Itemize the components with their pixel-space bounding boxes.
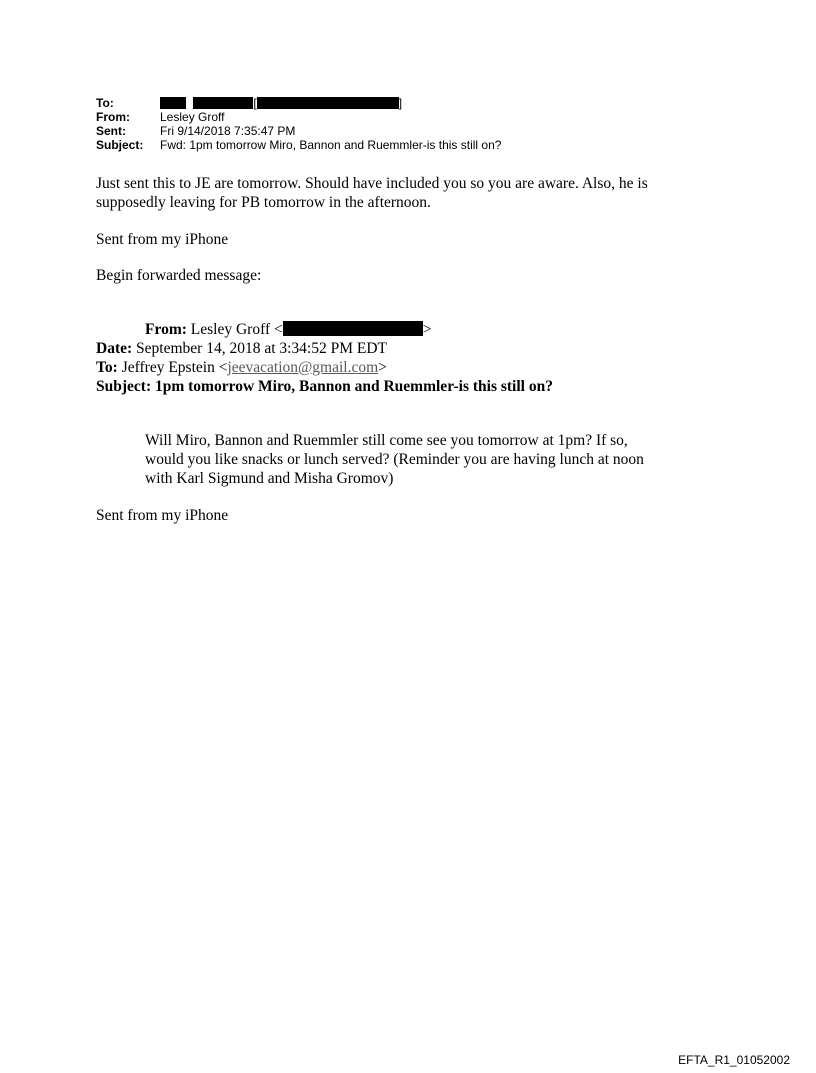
redaction-box	[257, 97, 399, 109]
fwd-to-name: Jeffrey Epstein <	[121, 359, 228, 376]
signature-1: Sent from my iPhone	[96, 231, 229, 248]
header-subject-row	[96, 138, 501, 152]
quoted-line-2: would you like snacks or lunch served? (Reminder you are having lunch at noon	[145, 451, 644, 468]
signature-2: Sent from my iPhone	[96, 507, 229, 524]
redaction-box	[283, 321, 423, 336]
quoted-message	[145, 431, 644, 488]
fwd-date-value: September 14, 2018 at 3:34:52 PM EDT	[136, 340, 388, 357]
fwd-subject-row	[96, 377, 553, 396]
quoted-line-3: with Karl Sigmund and Misha Gromov)	[145, 470, 394, 487]
email-link[interactable]: jeevacation@gmail.com	[227, 359, 379, 376]
fwd-to-row	[96, 358, 553, 377]
email-header	[96, 96, 501, 152]
body-line-1: Just sent this to JE are tomorrow. Should have included you so you are aware. Also, he is	[96, 175, 648, 192]
fwd-from-close: >	[422, 321, 432, 338]
header-sent-row	[96, 124, 501, 138]
fwd-from-row	[96, 320, 553, 339]
fwd-from-label: From:	[145, 321, 187, 338]
redaction-box	[193, 97, 253, 109]
from-value: Lesley Groff	[160, 110, 225, 124]
fwd-to-close: >	[378, 359, 387, 376]
fwd-date-row	[96, 339, 553, 358]
to-open-bracket: [	[253, 96, 257, 110]
body-line-2: supposedly leaving for PB tomorrow in the afternoon.	[96, 194, 431, 211]
header-from-row	[96, 110, 501, 124]
quoted-line-1: Will Miro, Bannon and Ruemmler still come see you tomorrow at 1pm? If so,	[145, 432, 628, 449]
subject-label: Subject:	[96, 138, 144, 152]
to-close-bracket: ]	[398, 96, 403, 110]
sent-label: Sent:	[96, 124, 126, 138]
document-id: EFTA_R1_01052002	[678, 1053, 790, 1067]
sent-value: Fri 9/14/2018 7:35:47 PM	[160, 124, 296, 138]
subject-value: Fwd: 1pm tomorrow Miro, Bannon and Ruemmler-is this still on?	[160, 138, 502, 152]
forwarded-header	[96, 320, 553, 396]
to-value	[160, 96, 402, 110]
header-to-row	[96, 96, 501, 110]
fwd-subject-value: 1pm tomorrow Miro, Bannon and Ruemmler-is this still on?	[154, 378, 553, 395]
begin-forwarded: Begin forwarded message:	[96, 267, 262, 284]
fwd-to-label: To:	[96, 359, 118, 376]
redaction-box	[160, 97, 186, 109]
to-label: To:	[96, 96, 114, 110]
fwd-from-name: Lesley Groff <	[190, 321, 283, 338]
fwd-subject-label: Subject:	[96, 378, 152, 395]
fwd-date-label: Date:	[96, 340, 133, 357]
from-label: From:	[96, 110, 130, 124]
